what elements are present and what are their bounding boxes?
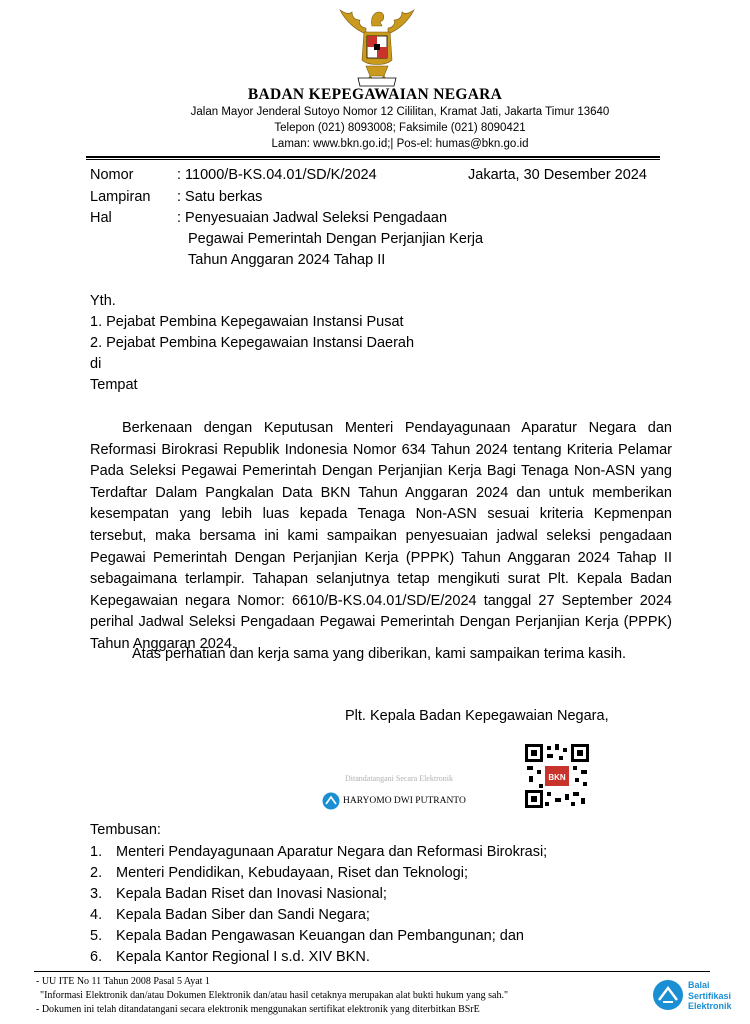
footer-law-reference: - UU ITE No 11 Tahun 2008 Pasal 5 Ayat 1 <box>36 976 210 987</box>
recipient-yth: Yth. <box>90 293 116 309</box>
hal-label: Hal <box>90 210 112 226</box>
cc-item: 2. Menteri Pendidikan, Kebudayaan, Riset dan Teknologi; <box>90 865 468 881</box>
lampiran-value: : Satu berkas <box>177 189 263 205</box>
signer-name: HARYOMO DWI PUTRANTO <box>343 796 466 806</box>
cc-item: 6. Kepala Kantor Regional I s.d. XIV BKN. <box>90 949 370 965</box>
cc-item: 5. Kepala Badan Pengawasan Keuangan dan Pembangunan; dan <box>90 928 524 944</box>
qr-center-label: BKN <box>548 773 566 782</box>
letter-date: Jakarta, 30 Desember 2024 <box>468 167 647 183</box>
garuda-emblem-icon <box>336 4 418 90</box>
nomor-label: Nomor <box>90 167 134 183</box>
recipient-di: di <box>90 356 102 372</box>
bsre-text-2: Sertifikasi <box>688 990 732 1001</box>
esign-note: Ditandatangani Secara Elektronik <box>345 774 453 783</box>
recipient-tempat: Tempat <box>90 377 138 393</box>
cc-title: Tembusan: <box>90 822 161 838</box>
bsre-logo-icon <box>652 979 684 1011</box>
closing-sentence: Atas perhatian dan kerja sama yang diberikan, kami sampaikan terima kasih. <box>132 646 627 662</box>
recipient-line-1: 1. Pejabat Pembina Kepegawaian Instansi Pusat <box>90 314 404 330</box>
bsre-wordmark <box>688 980 748 1012</box>
organization-web: Laman: www.bkn.go.id;| Pos-el: humas@bkn.go.id <box>271 138 529 150</box>
hal-value-line3: Tahun Anggaran 2024 Tahap II <box>188 252 386 268</box>
header-rule-thin <box>86 159 660 160</box>
body-paragraph-block <box>90 418 672 656</box>
cc-item: 4. Kepala Badan Siber dan Sandi Negara; <box>90 907 370 923</box>
body-paragraph: Berkenaan dengan Keputusan Menteri Pendayagunaan Aparatur Negara dan Reformasi Birokrasi Republik Indonesia Nomor 634 Tahun 2024 tentang Kriteria Pelamar Pada Seleksi Pegawai Pemerintah Dengan Perjanjian Kerja Bagi Tenaga Non-ASN yang Terdaftar Dalam Pangkalan Data BKN Tahun Anggaran 2024 dan untuk memberikan kesempatan yang lebih luas kepada Tenaga Non-ASN sesuai kriteria Kepmenpan tersebut, maka bersama ini kami sampaikan penyesuaian jadwal seleksi pengadaan Pegawai Pemerintah Dengan Perjanjian Kerja (PPPK) Tahun Anggaran 2024 Tahap II sebagaimana terlampir. Tahapan selanjutnya tetap mengikuti surat Plt. Kepala Badan Kepegawaian negara Nomor: 6610/B-KS.04.01/SD/E/2024 tanggal 27 September 2024 perihal Jadwal Seleksi Pengadaan Pegawai Pemerintah Dengan Perjanjian Kerja (PPPK) Tahun Anggaran 2024. <box>90 420 672 652</box>
footer-law-quote: "Informasi Elektronik dan/atau Dokumen Elektronik dan/atau hasil cetaknya merupakan alat bukti hukum yang sah." <box>40 990 509 1001</box>
footer-rule <box>34 971 710 972</box>
organization-name: BADAN KEPEGAWAIAN NEGARA <box>247 86 503 103</box>
hal-value-line2: Pegawai Pemerintah Dengan Perjanjian Kerja <box>188 231 484 247</box>
header-rule-thick <box>86 156 660 158</box>
recipient-line-2: 2. Pejabat Pembina Kepegawaian Instansi Daerah <box>90 335 415 351</box>
organization-phone: Telepon (021) 8093008; Faksimile (021) 8090421 <box>274 122 526 134</box>
footer-esign-statement: - Dokumen ini telah ditandatangani secara elektronik menggunakan sertifikat elektronik yang diterbitkan BSrE <box>36 1004 480 1015</box>
signer-title: Plt. Kepala Badan Kepegawaian Negara, <box>345 708 609 724</box>
nomor-value: : 11000/B-KS.04.01/SD/K/2024 <box>177 167 377 183</box>
lampiran-label: Lampiran <box>90 189 151 205</box>
organization-address: Jalan Mayor Jenderal Sutoyo Nomor 12 Cililitan, Kramat Jati, Jakarta Timur 13640 <box>190 106 610 118</box>
cc-item: 1. Menteri Pendayagunaan Aparatur Negara dan Reformasi Birokrasi; <box>90 844 548 860</box>
bsre-text-1: Balai <box>688 980 710 990</box>
bsre-text-3: Elektronik <box>688 1001 732 1011</box>
bsre-small-logo-icon <box>322 792 340 810</box>
cc-item: 3. Kepala Badan Riset dan Inovasi Nasional; <box>90 886 387 902</box>
qr-code-icon <box>525 744 589 808</box>
hal-value-line1: : Penyesuaian Jadwal Seleksi Pengadaan <box>177 210 448 226</box>
